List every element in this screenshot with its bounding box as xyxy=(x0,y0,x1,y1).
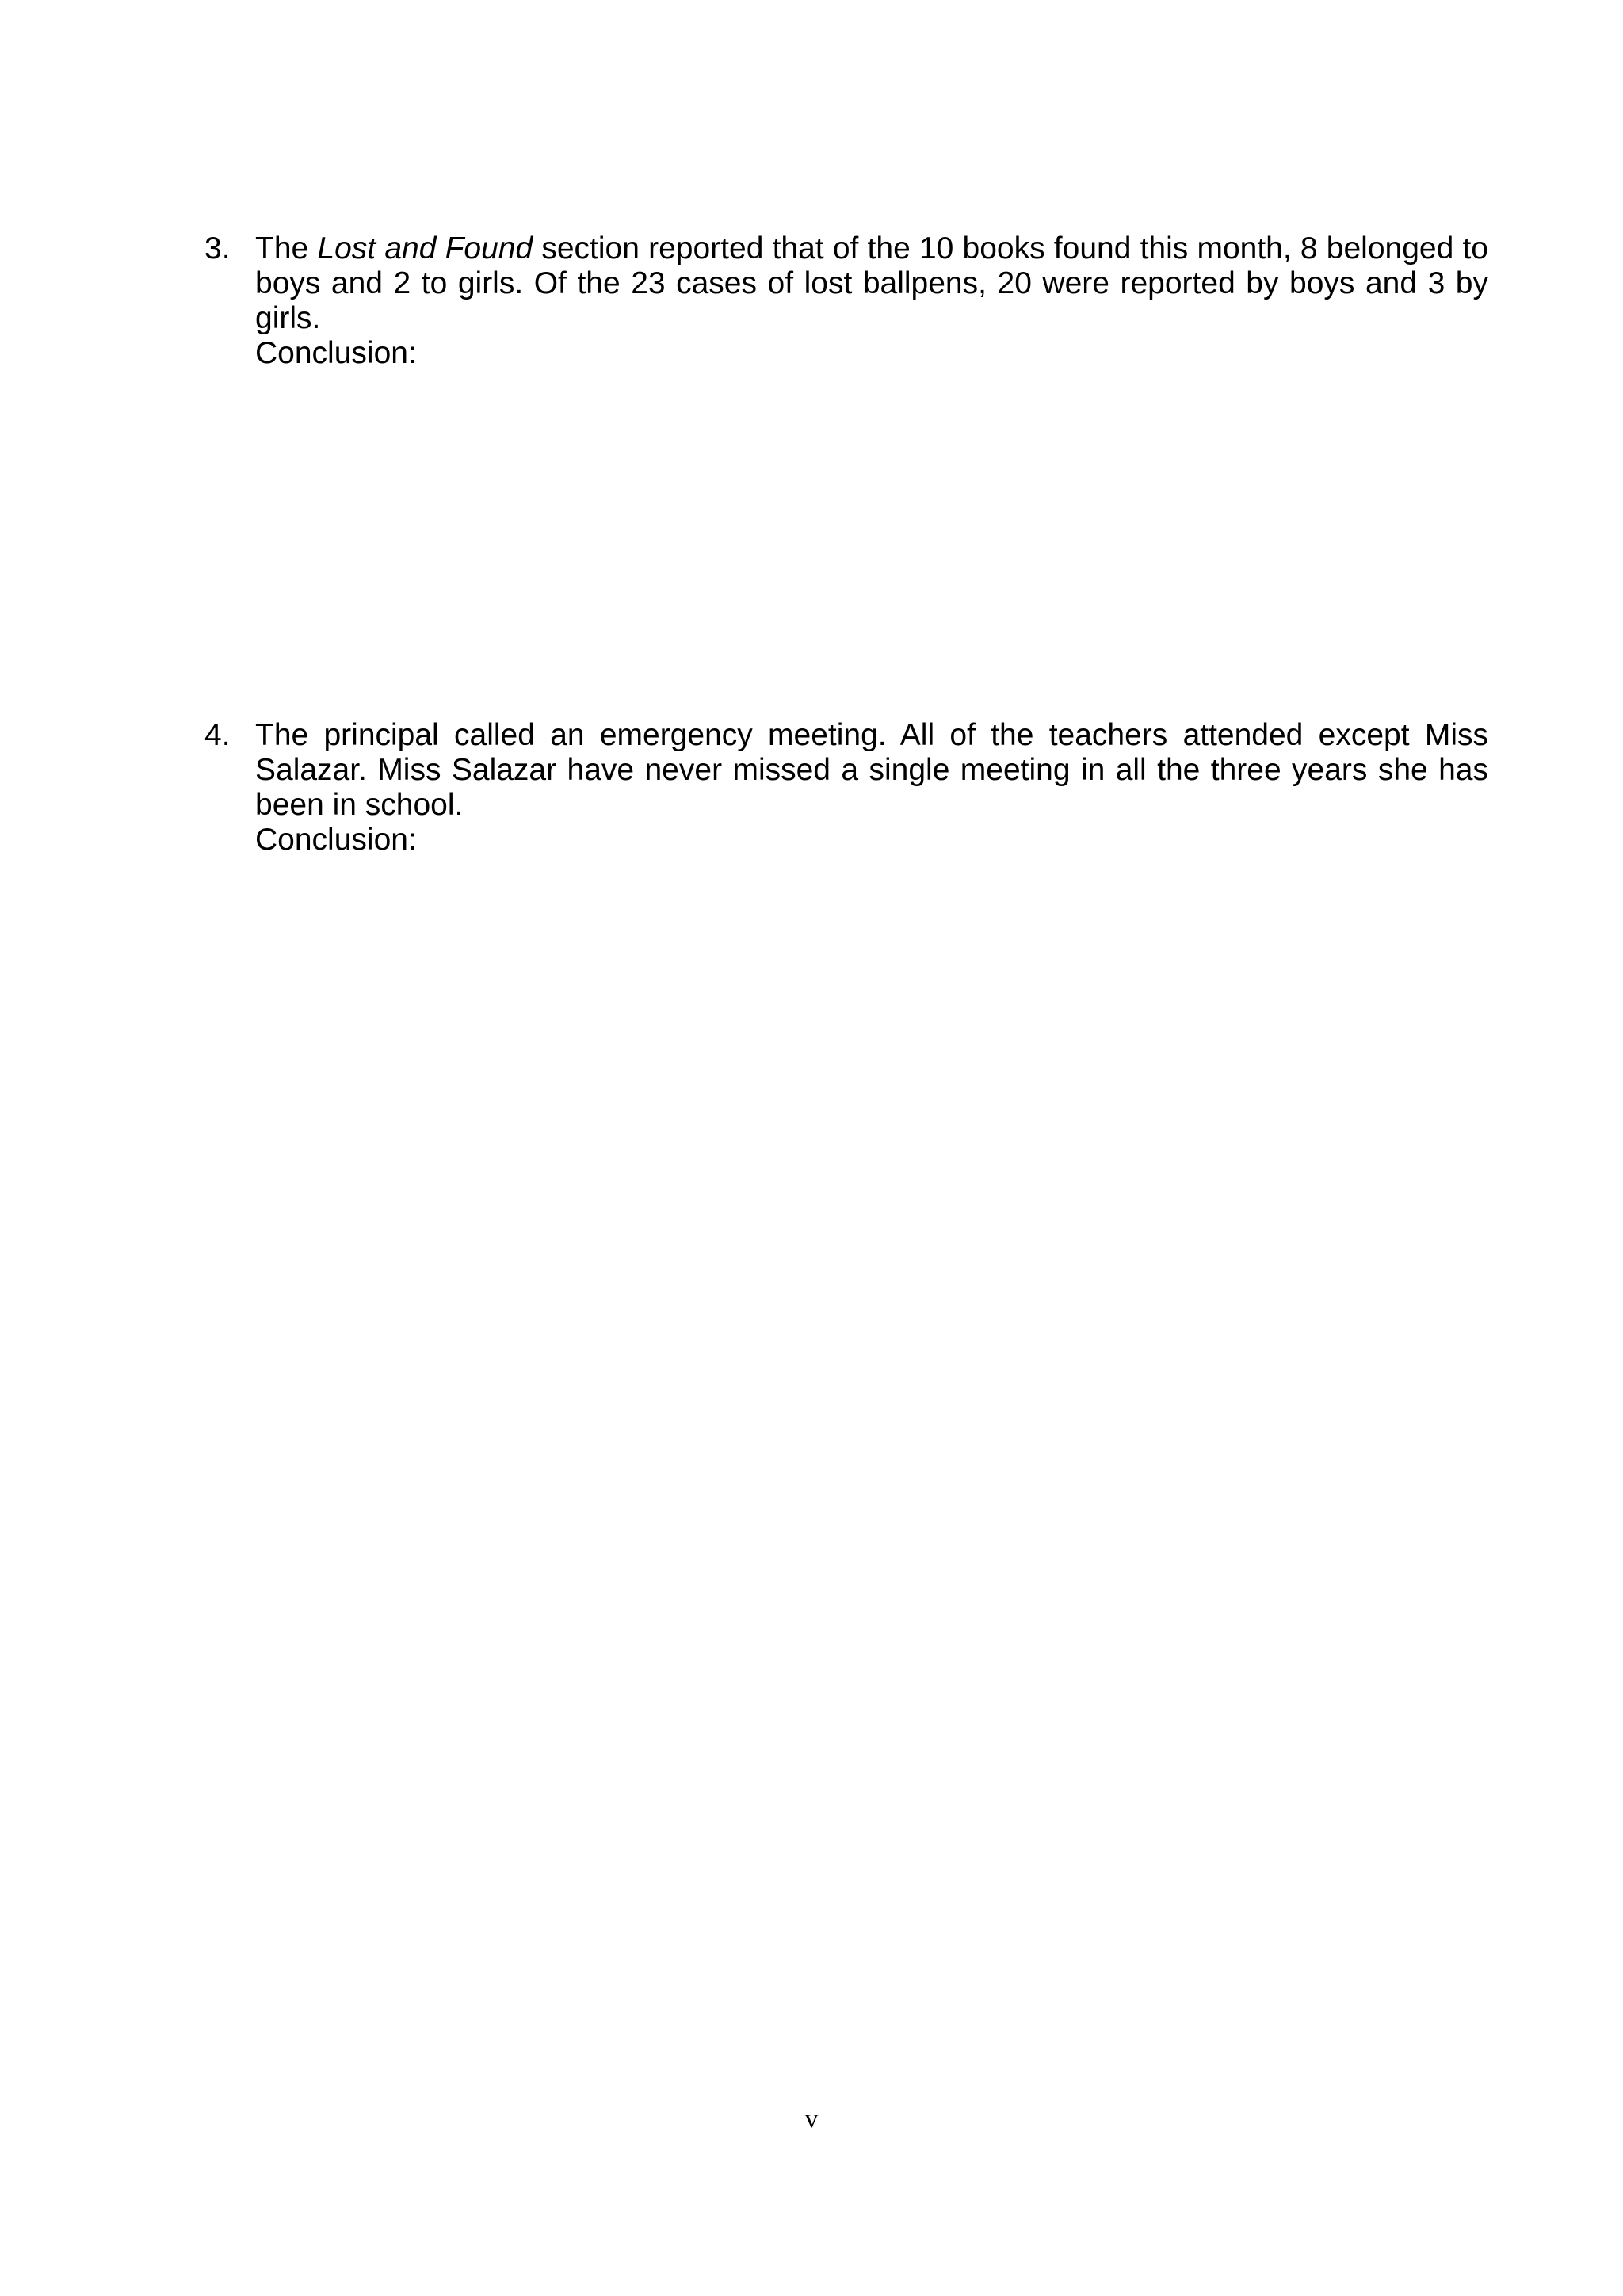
page-number: v xyxy=(804,2104,819,2134)
conclusion-label: Conclusion: xyxy=(255,823,417,857)
conclusion-label: Conclusion: xyxy=(255,336,417,370)
italic-title: Lost and Found xyxy=(317,231,533,266)
question-number: 3. xyxy=(204,231,231,266)
question-number: 4. xyxy=(204,718,231,752)
question-text xyxy=(255,718,1488,858)
question-text xyxy=(255,231,1488,371)
question-paragraph: The principal called an emergency meeting. All of the teachers attended except Miss Salazar. Miss Salazar have never missed a single meeting in all the three years she has been in school. xyxy=(255,718,1488,822)
question-text-start: The xyxy=(255,231,318,266)
question-text-rest: section reported that of the 10 books found this month, 8 belonged to boys and 2 to girls. Of the 23 cases of lost ballpens, 20 were reported by boys and 3 by girls. xyxy=(255,231,1488,335)
question-paragraph xyxy=(255,231,1488,336)
